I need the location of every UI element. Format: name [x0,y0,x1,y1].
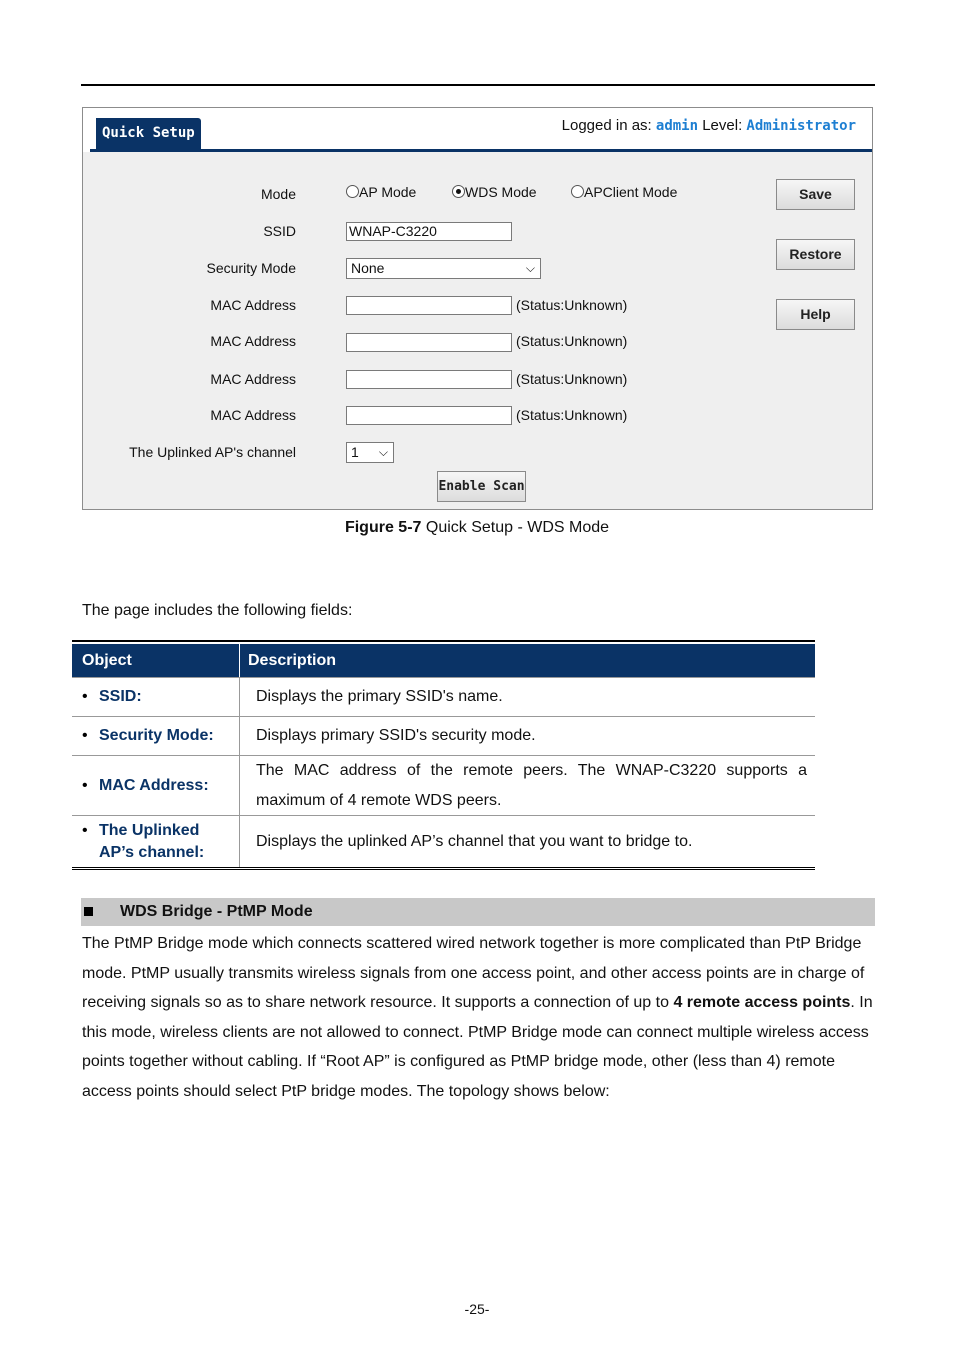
chevron-down-icon: ⌵ [378,445,388,459]
quick-setup-screenshot [82,107,873,510]
login-info [562,117,856,134]
uplink-channel-label: The Uplinked AP's channel [129,444,296,460]
uplink-channel-value: 1 [351,444,359,460]
security-mode-select[interactable] [346,258,541,279]
help-button[interactable]: Help [776,299,855,330]
mac-address-label: MAC Address [210,371,296,387]
bullet-icon: • [82,688,88,705]
ssid-label: SSID [263,223,296,239]
object-description: Displays the uplinked AP’s channel that you want to bridge to. [256,832,693,850]
page-number: -25- [464,1301,490,1317]
header-object: Object [72,644,240,677]
radio-wds-mode[interactable] [452,184,537,200]
mac-status: (Status:Unknown) [516,371,628,387]
object-description: Displays primary SSID's security mode. [256,727,536,744]
logged-in-label: Logged in as: [561,117,652,134]
table-row [72,816,815,867]
para-bold: 4 remote access points [673,994,851,1012]
security-mode-value: None [351,260,385,276]
user-name: admin [655,118,699,134]
figure-title: Quick Setup - WDS Mode [421,519,610,536]
square-bullet-icon [84,907,93,916]
security-mode-label: Security Mode [206,260,296,276]
table-row [72,756,815,816]
object-description: Displays the primary SSID's name. [256,688,503,705]
radio-apclient-mode[interactable] [571,184,677,200]
chevron-down-icon: ⌵ [525,261,535,275]
object-name: The Uplinked AP’s channel: [99,821,205,861]
object-name: Security Mode: [99,727,214,744]
figure-caption [0,519,954,537]
object-name: SSID: [99,688,142,705]
uplink-channel-select[interactable] [346,442,394,463]
restore-button[interactable]: Restore [776,239,855,270]
body-paragraph [82,929,876,1107]
ssid-input[interactable]: WNAP-C3220 [346,222,512,241]
mac-address-label: MAC Address [210,333,296,349]
tab-quick-setup[interactable]: Quick Setup [96,118,201,150]
intro-text: The page includes the following fields: [82,602,353,619]
fields-table [72,640,815,870]
para-text-2: . In this mode, wireless clients are not allowed to connect. PtMP Bridge mode can connect multiple wireless access points together without cabling. If “Root AP” is configured as PtMP bridge mode, other (less than 4) remote access points should select PtP bridge modes. The topology shows below: [82,994,873,1100]
radio-ap-mode-label: AP Mode [359,184,417,200]
figure-number: Figure 5-7 [344,519,422,536]
header-divider [90,149,872,152]
radio-wds-mode-label: WDS Mode [465,184,537,200]
table-row [72,717,815,756]
mac-status: (Status:Unknown) [516,333,628,349]
radio-apclient-mode-label: APClient Mode [584,184,678,200]
mac-address-input[interactable] [346,406,512,425]
mac-address-input[interactable] [346,296,512,315]
mac-address-label: MAC Address [210,407,296,423]
radio-ap-mode-circle[interactable] [346,185,359,198]
bullet-icon: • [82,776,88,794]
mac-address-input[interactable] [346,370,512,389]
bullet-icon: • [82,821,88,839]
mode-label: Mode [260,186,296,202]
para-text-1: The PtMP Bridge mode which connects scattered wired network together is more complicated than PtP Bridge mode. PtMP usually transmits wireless signals from one access point, and other access points are in charge of receiving signals so as to share network resource. It supports a connection of up to [82,935,865,1012]
bullet-icon: • [82,727,88,744]
enable-scan-button[interactable]: Enable Scan [437,471,526,502]
object-description: The MAC address of the remote peers. The WNAP-C3220 supports a maximum of 4 remote WDS peers. [256,761,807,809]
page-top-rule [81,84,875,86]
mac-status: (Status:Unknown) [516,297,628,313]
table-row [72,678,815,717]
table-header-row [72,644,815,678]
header-description: Description [248,651,337,669]
user-level: Administrator [746,118,856,134]
level-label: Level: [702,117,743,134]
radio-ap-mode[interactable] [346,184,416,200]
panel-header [83,108,872,152]
mac-status: (Status:Unknown) [516,407,628,423]
radio-wds-mode-circle[interactable] [452,185,465,198]
section-heading [81,898,875,926]
radio-apclient-mode-circle[interactable] [571,185,584,198]
mac-address-label: MAC Address [210,297,296,313]
save-button[interactable]: Save [776,179,855,210]
object-name: MAC Address: [99,776,209,794]
section-title: WDS Bridge - PtMP Mode [120,903,313,920]
mac-address-input[interactable] [346,333,512,352]
